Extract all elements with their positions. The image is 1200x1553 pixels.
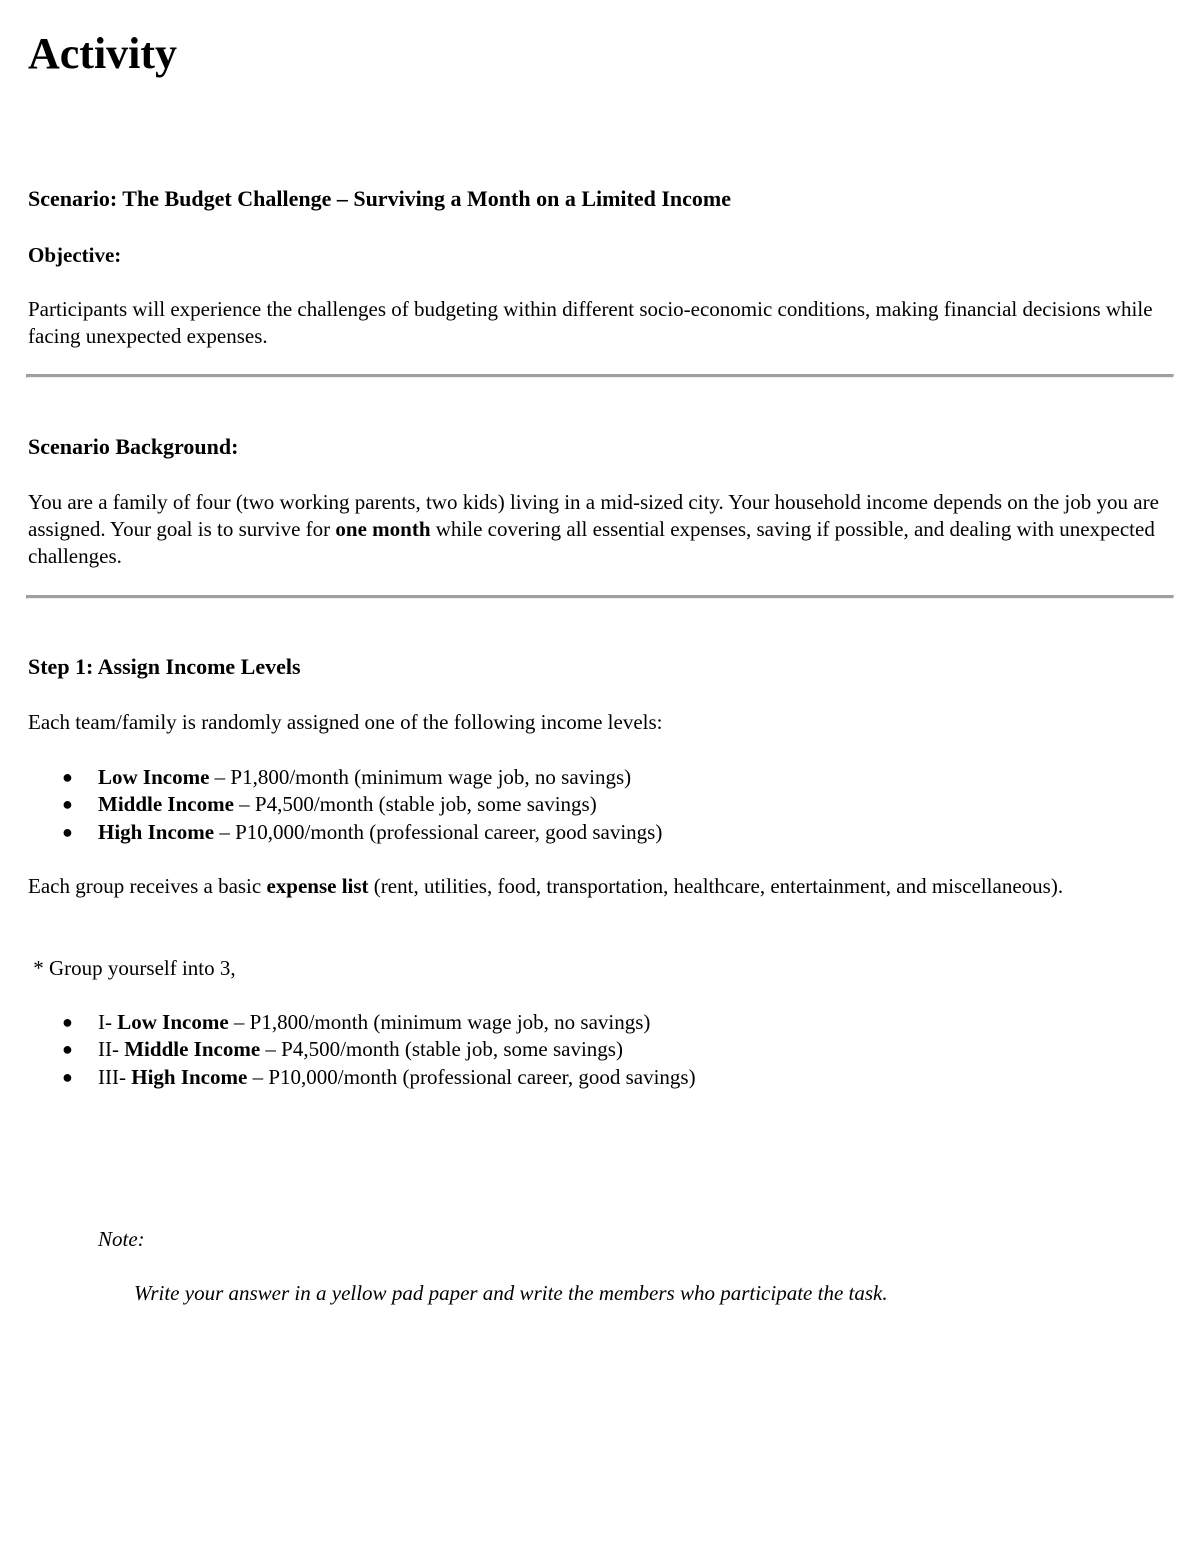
- section-divider: [26, 374, 1174, 378]
- bullet-icon: ●: [62, 1066, 73, 1087]
- bullet-icon: ●: [62, 821, 73, 842]
- step1-heading: Step 1: Assign Income Levels: [28, 654, 301, 679]
- group-income-detail: – P4,500/month (stable job, some savings): [260, 1037, 623, 1062]
- group-instruction: * Group yourself into 3,: [28, 956, 236, 980]
- expense-text-emphasis: expense list: [266, 874, 369, 898]
- bullet-icon: ●: [62, 767, 73, 787]
- step1-intro: Each team/family is randomly assigned one of the following income levels:: [28, 710, 663, 734]
- group-income-label: Low Income: [117, 1010, 229, 1034]
- income-level-detail: – P1,800/month (minimum wage job, no savings): [209, 765, 632, 789]
- group-prefix: I-: [98, 1010, 118, 1034]
- income-level-detail: – P10,000/month (professional career, good savings): [214, 819, 663, 844]
- list-item: [28, 764, 662, 791]
- background-text-emphasis: one month: [335, 517, 431, 541]
- background-text: [28, 489, 1174, 570]
- income-level-label: Middle Income: [98, 792, 234, 817]
- expense-list-text: [28, 873, 1174, 900]
- group-income-label: Middle Income: [124, 1037, 261, 1062]
- group-income-detail: – P10,000/month (professional career, good savings): [247, 1064, 696, 1089]
- list-item: [28, 791, 662, 818]
- group-income-detail: – P1,800/month (minimum wage job, no savings): [228, 1010, 651, 1034]
- note-text: Write your answer in a yellow pad paper and write the members who participate the task.: [134, 1281, 888, 1305]
- group-prefix: III-: [98, 1064, 132, 1089]
- list-item: [28, 1064, 696, 1091]
- expense-text-end: (rent, utilities, food, transportation, healthcare, entertainment, and miscellaneous).: [368, 874, 1064, 898]
- group-prefix: II-: [98, 1037, 125, 1062]
- objective-label: Objective:: [28, 243, 122, 267]
- list-item: [28, 1009, 696, 1036]
- income-level-label: High Income: [98, 819, 215, 844]
- bullet-icon: ●: [62, 1039, 73, 1060]
- scenario-heading: Scenario: The Budget Challenge – Surviving a Month on a Limited Income: [28, 186, 732, 211]
- background-heading: Scenario Background:: [28, 434, 239, 459]
- income-level-detail: – P4,500/month (stable job, some savings): [233, 792, 597, 817]
- income-level-list: [28, 764, 662, 846]
- bullet-icon: ●: [62, 794, 73, 815]
- background-text-end: while covering all essential expenses, saving if possible, and dealing with unexpected challenges.: [28, 517, 1155, 568]
- expense-text-start: Each group receives a basic: [28, 874, 267, 898]
- income-level-label: Low Income: [98, 765, 210, 789]
- group-income-label: High Income: [131, 1064, 248, 1089]
- section-divider: [26, 595, 1174, 599]
- bullet-icon: ●: [62, 1012, 73, 1032]
- objective-text: Participants will experience the challenges of budgeting within different socio-economic conditions, making financial decisions while facing unexpected expenses.: [28, 297, 1153, 348]
- list-item: [28, 819, 662, 846]
- note-label: Note:: [98, 1227, 145, 1251]
- list-item: [28, 1036, 696, 1063]
- background-text-start: You are a family of four (two working parents, two kids) living in a mid-sized city. Your household income depends on the job you are assigned. Your goal is to survive for: [28, 490, 1159, 541]
- page-title: Activity: [28, 29, 178, 78]
- group-list: [28, 1009, 696, 1091]
